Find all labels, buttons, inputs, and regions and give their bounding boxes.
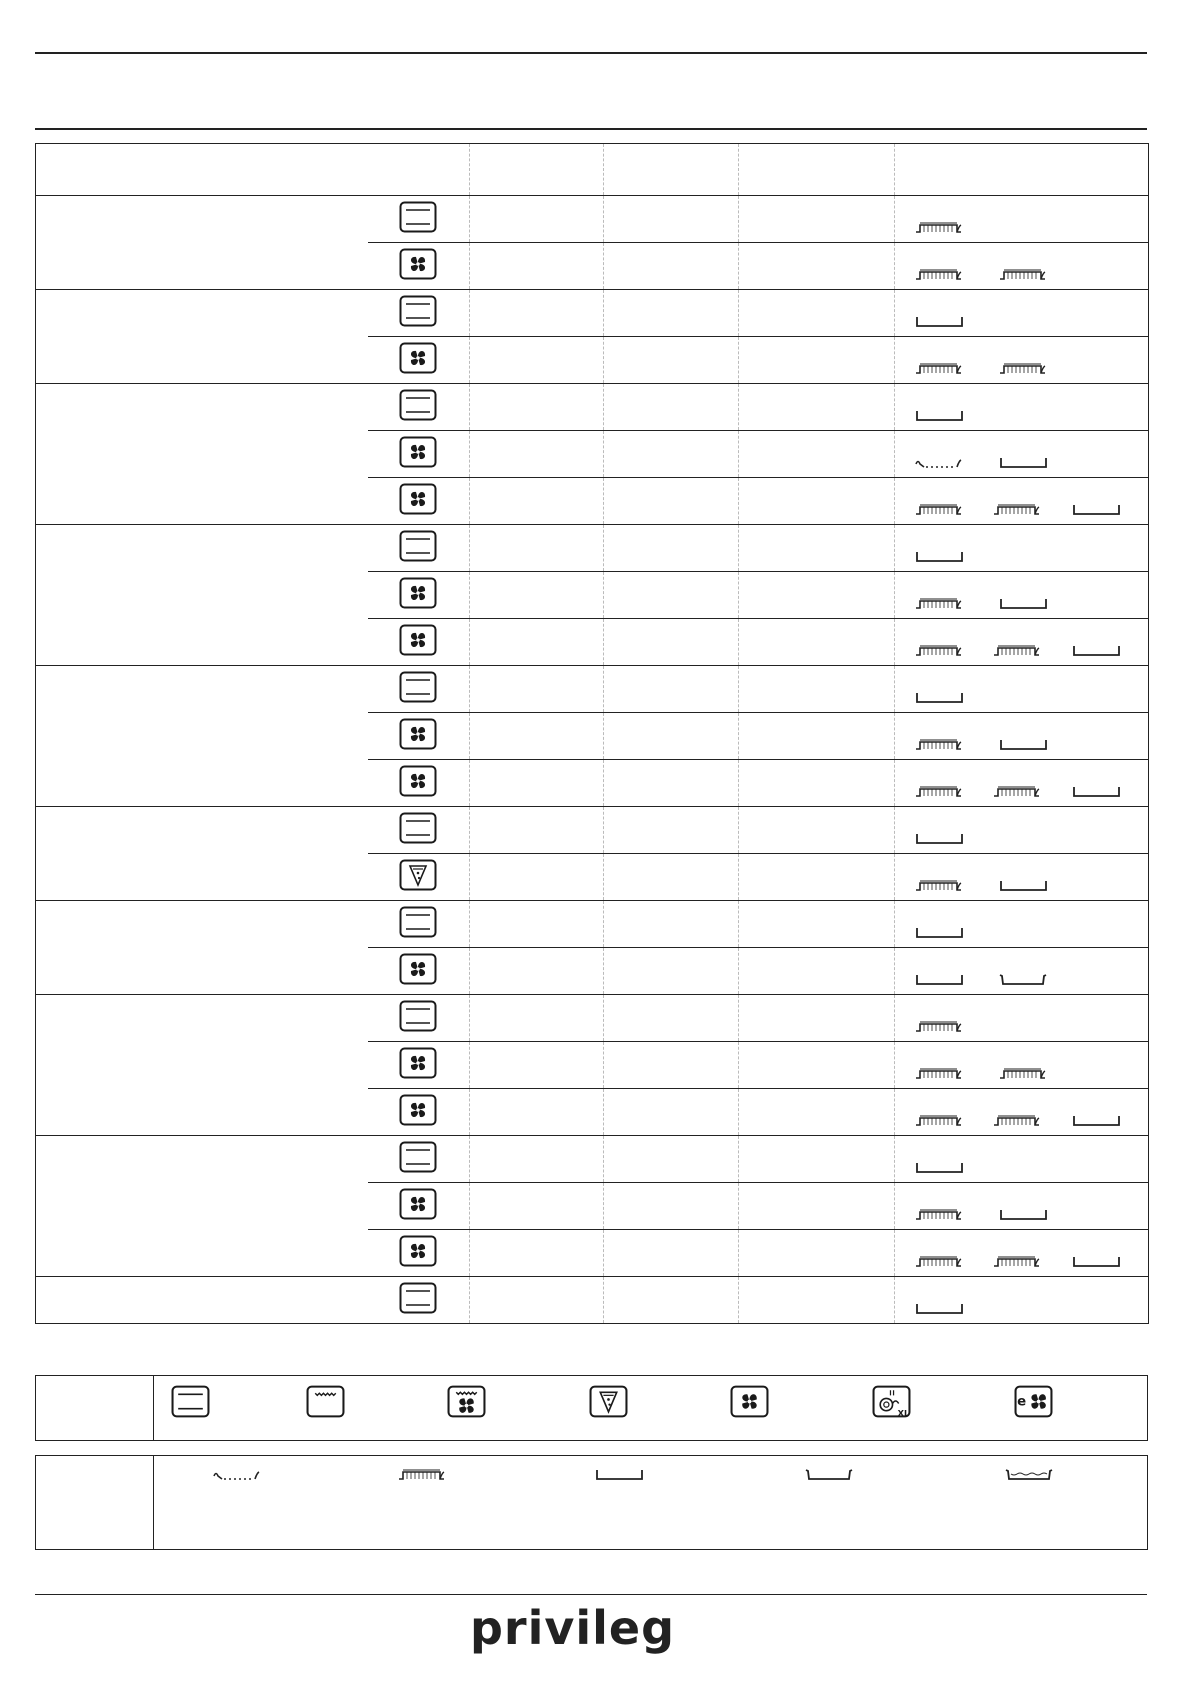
value-cell bbox=[470, 243, 604, 290]
dish-cell bbox=[36, 666, 368, 807]
value-cell bbox=[604, 901, 739, 948]
function-cell bbox=[368, 901, 470, 948]
value-cell bbox=[604, 1089, 739, 1136]
conventional-icon bbox=[399, 1000, 437, 1032]
function-cell bbox=[368, 290, 470, 337]
value-cell bbox=[604, 243, 739, 290]
baking-tray-icon bbox=[913, 1301, 997, 1315]
function-cell bbox=[368, 243, 470, 290]
wire-shelf-icon bbox=[913, 220, 997, 234]
convection-bake-icon bbox=[399, 1094, 437, 1126]
conventional-icon bbox=[399, 530, 437, 562]
accessories-cell bbox=[895, 196, 1149, 243]
function-cell bbox=[368, 384, 470, 431]
value-cell bbox=[470, 760, 604, 807]
accessories-cell bbox=[895, 243, 1149, 290]
accessories-cell bbox=[895, 478, 1149, 525]
wire-shelf-icon bbox=[913, 1066, 997, 1080]
wire-shelf-icon bbox=[913, 267, 997, 281]
baking-tray-icon bbox=[913, 408, 997, 422]
baking-tray-icon bbox=[997, 596, 1081, 610]
wire-shelf-icon bbox=[913, 596, 997, 610]
value-cell bbox=[604, 1277, 739, 1324]
table-row bbox=[36, 666, 1149, 713]
value-cell bbox=[470, 619, 604, 666]
function-cell bbox=[368, 666, 470, 713]
convection-bake-icon bbox=[399, 953, 437, 985]
dotted-shelf-icon bbox=[913, 455, 997, 469]
function-legend-item bbox=[171, 1385, 210, 1418]
baking-tray-icon bbox=[913, 831, 997, 845]
convection-bake-icon bbox=[399, 483, 437, 515]
value-cell bbox=[739, 619, 895, 666]
function-cell bbox=[368, 337, 470, 384]
value-cell bbox=[470, 572, 604, 619]
function-cell bbox=[368, 995, 470, 1042]
function-cell bbox=[368, 619, 470, 666]
value-cell bbox=[470, 196, 604, 243]
baking-tray-icon bbox=[1070, 643, 1148, 657]
table-row bbox=[36, 1136, 1149, 1183]
wire-shelf-icon bbox=[991, 643, 1069, 657]
convection-bake-icon bbox=[399, 577, 437, 609]
dish-cell bbox=[36, 995, 368, 1136]
value-cell bbox=[739, 807, 895, 854]
wire-shelf-icon bbox=[913, 878, 997, 892]
convection-bake-icon bbox=[399, 1188, 437, 1220]
accessories-cell bbox=[895, 666, 1149, 713]
function-cell bbox=[368, 1136, 470, 1183]
footer-rule bbox=[35, 1594, 1147, 1595]
value-cell bbox=[604, 1230, 739, 1277]
value-cell bbox=[739, 196, 895, 243]
turbo-grill-icon bbox=[447, 1385, 486, 1418]
water-tray-icon bbox=[1001, 1467, 1057, 1481]
value-cell bbox=[739, 1136, 895, 1183]
accessories-cell bbox=[895, 384, 1149, 431]
wire-shelf-icon bbox=[913, 1254, 991, 1268]
value-cell bbox=[470, 713, 604, 760]
accessories-cell bbox=[895, 854, 1149, 901]
column-header bbox=[368, 144, 470, 196]
wire-shelf-icon bbox=[991, 784, 1069, 798]
function-cell bbox=[368, 854, 470, 901]
value-cell bbox=[470, 1042, 604, 1089]
accessories-cell bbox=[895, 1277, 1149, 1324]
wire-shelf-icon bbox=[991, 1113, 1069, 1127]
accessories-cell bbox=[895, 1230, 1149, 1277]
value-cell bbox=[739, 1277, 895, 1324]
cooking-table bbox=[35, 143, 1149, 1324]
baking-tray-icon bbox=[913, 549, 997, 563]
wire-shelf-icon bbox=[997, 361, 1081, 375]
value-cell bbox=[470, 1277, 604, 1324]
value-cell bbox=[604, 1042, 739, 1089]
svg-text:privileg: privileg bbox=[470, 1608, 676, 1655]
baking-tray-icon bbox=[997, 1207, 1081, 1221]
accessories-cell bbox=[895, 807, 1149, 854]
value-cell bbox=[470, 290, 604, 337]
column-header bbox=[36, 144, 368, 196]
value-cell bbox=[470, 666, 604, 713]
accessories-cell bbox=[895, 619, 1149, 666]
function-cell bbox=[368, 1277, 470, 1324]
conventional-icon bbox=[399, 201, 437, 233]
baking-tray-icon bbox=[913, 690, 997, 704]
baking-tray-icon bbox=[1070, 502, 1148, 516]
function-cell bbox=[368, 525, 470, 572]
value-cell bbox=[470, 807, 604, 854]
accessories-cell bbox=[895, 1042, 1149, 1089]
function-cell bbox=[368, 1089, 470, 1136]
function-legend-item bbox=[730, 1385, 769, 1418]
conventional-icon bbox=[399, 812, 437, 844]
table-row bbox=[36, 1277, 1149, 1324]
wire-shelf-icon bbox=[913, 502, 991, 516]
maxi-cooking-xl-icon bbox=[872, 1385, 911, 1418]
accessories-cell bbox=[895, 713, 1149, 760]
value-cell bbox=[739, 525, 895, 572]
value-cell bbox=[604, 337, 739, 384]
function-cell bbox=[368, 196, 470, 243]
value-cell bbox=[470, 1230, 604, 1277]
value-cell bbox=[604, 854, 739, 901]
column-header bbox=[739, 144, 895, 196]
column-header bbox=[604, 144, 739, 196]
baking-tray-icon bbox=[913, 314, 997, 328]
table-row bbox=[36, 901, 1149, 948]
value-cell bbox=[604, 1136, 739, 1183]
baking-tray-icon bbox=[997, 878, 1081, 892]
wire-shelf-icon bbox=[913, 784, 991, 798]
value-cell bbox=[604, 619, 739, 666]
value-cell bbox=[739, 995, 895, 1042]
convection-bake-icon bbox=[399, 765, 437, 797]
conventional-icon bbox=[399, 1141, 437, 1173]
function-cell bbox=[368, 1183, 470, 1230]
value-cell bbox=[739, 901, 895, 948]
value-cell bbox=[604, 666, 739, 713]
baking-tray-icon bbox=[1070, 1254, 1148, 1268]
drip-tray-icon bbox=[801, 1467, 857, 1481]
value-cell bbox=[739, 431, 895, 478]
wire-shelf-icon bbox=[997, 1066, 1081, 1080]
baking-tray-icon bbox=[997, 737, 1081, 751]
value-cell bbox=[604, 196, 739, 243]
function-cell bbox=[368, 948, 470, 995]
convection-bake-icon bbox=[399, 718, 437, 750]
accessories-cell bbox=[895, 1089, 1149, 1136]
value-cell bbox=[470, 525, 604, 572]
conventional-icon bbox=[399, 1282, 437, 1314]
baking-tray-icon bbox=[913, 972, 997, 986]
baking-tray-icon bbox=[913, 925, 997, 939]
dish-cell bbox=[36, 525, 368, 666]
accessory-legend-item bbox=[394, 1467, 450, 1481]
baking-tray-icon bbox=[591, 1467, 647, 1481]
table-row bbox=[36, 196, 1149, 243]
accessories-cell bbox=[895, 948, 1149, 995]
function-legend-item bbox=[1014, 1385, 1053, 1418]
value-cell bbox=[470, 1183, 604, 1230]
convection-bake-icon bbox=[399, 436, 437, 468]
convection-bake-icon bbox=[399, 1047, 437, 1079]
top-rule bbox=[35, 52, 1147, 54]
accessories-legend-label-cell bbox=[36, 1456, 154, 1549]
value-cell bbox=[604, 478, 739, 525]
column-header bbox=[470, 144, 604, 196]
accessories-cell bbox=[895, 337, 1149, 384]
wire-shelf-icon bbox=[913, 643, 991, 657]
value-cell bbox=[604, 572, 739, 619]
value-cell bbox=[604, 525, 739, 572]
function-cell bbox=[368, 478, 470, 525]
accessories-cell bbox=[895, 995, 1149, 1042]
wire-shelf-icon bbox=[913, 737, 997, 751]
value-cell bbox=[470, 478, 604, 525]
dish-cell bbox=[36, 1277, 368, 1324]
conventional-icon bbox=[171, 1385, 210, 1418]
function-cell bbox=[368, 431, 470, 478]
pizza-icon bbox=[399, 859, 437, 891]
eco-forced-air-icon bbox=[1014, 1385, 1053, 1418]
wire-shelf-icon bbox=[913, 1113, 991, 1127]
dish-cell bbox=[36, 901, 368, 995]
function-cell bbox=[368, 713, 470, 760]
table-row bbox=[36, 384, 1149, 431]
conventional-icon bbox=[399, 389, 437, 421]
value-cell bbox=[470, 337, 604, 384]
wire-shelf-icon bbox=[913, 1019, 997, 1033]
value-cell bbox=[470, 431, 604, 478]
function-cell bbox=[368, 572, 470, 619]
value-cell bbox=[739, 290, 895, 337]
value-cell bbox=[739, 337, 895, 384]
wire-shelf-icon bbox=[394, 1467, 450, 1481]
value-cell bbox=[470, 948, 604, 995]
baking-tray-icon bbox=[997, 455, 1081, 469]
dish-cell bbox=[36, 1136, 368, 1277]
value-cell bbox=[739, 948, 895, 995]
convection-bake-icon bbox=[399, 624, 437, 656]
accessories-legend bbox=[35, 1455, 1148, 1550]
baking-tray-icon bbox=[1070, 784, 1148, 798]
privileg-logo bbox=[470, 1608, 715, 1656]
accessory-legend-item bbox=[1001, 1467, 1057, 1481]
wire-shelf-icon bbox=[991, 1254, 1069, 1268]
table-row bbox=[36, 995, 1149, 1042]
value-cell bbox=[604, 1183, 739, 1230]
conventional-icon bbox=[399, 671, 437, 703]
wire-shelf-icon bbox=[913, 361, 997, 375]
value-cell bbox=[739, 478, 895, 525]
value-cell bbox=[739, 384, 895, 431]
accessory-legend-item bbox=[801, 1467, 857, 1481]
value-cell bbox=[470, 854, 604, 901]
functions-legend bbox=[35, 1375, 1148, 1441]
value-cell bbox=[739, 1183, 895, 1230]
pizza-icon bbox=[589, 1385, 628, 1418]
svg-text:e: e bbox=[1017, 1394, 1027, 1410]
value-cell bbox=[470, 901, 604, 948]
svg-text:XL: XL bbox=[897, 1407, 910, 1418]
function-cell bbox=[368, 760, 470, 807]
table-row bbox=[36, 807, 1149, 854]
accessories-cell bbox=[895, 901, 1149, 948]
convection-bake-icon bbox=[399, 248, 437, 280]
value-cell bbox=[739, 666, 895, 713]
function-cell bbox=[368, 807, 470, 854]
value-cell bbox=[739, 1230, 895, 1277]
dish-cell bbox=[36, 196, 368, 290]
table-row bbox=[36, 290, 1149, 337]
accessory-legend-item bbox=[591, 1467, 647, 1481]
column-header bbox=[895, 144, 1149, 196]
value-cell bbox=[739, 572, 895, 619]
function-legend-item bbox=[589, 1385, 628, 1418]
baking-tray-icon bbox=[913, 1160, 997, 1174]
function-legend-item bbox=[306, 1385, 345, 1418]
value-cell bbox=[604, 384, 739, 431]
convection-bake-icon bbox=[399, 342, 437, 374]
conventional-icon bbox=[399, 906, 437, 938]
functions-legend-label-cell bbox=[36, 1376, 154, 1440]
function-cell bbox=[368, 1042, 470, 1089]
value-cell bbox=[739, 1089, 895, 1136]
accessories-cell bbox=[895, 1183, 1149, 1230]
wire-shelf-icon bbox=[913, 1207, 997, 1221]
dish-cell bbox=[36, 384, 368, 525]
dotted-shelf-icon bbox=[209, 1467, 265, 1481]
function-cell bbox=[368, 1230, 470, 1277]
value-cell bbox=[604, 760, 739, 807]
accessories-cell bbox=[895, 525, 1149, 572]
value-cell bbox=[604, 995, 739, 1042]
function-legend-item bbox=[447, 1385, 486, 1418]
accessories-cell bbox=[895, 290, 1149, 337]
accessory-legend-item bbox=[209, 1467, 265, 1481]
dish-cell bbox=[36, 807, 368, 901]
accessories-cell bbox=[895, 572, 1149, 619]
function-legend-item bbox=[872, 1385, 911, 1418]
value-cell bbox=[604, 431, 739, 478]
conventional-icon bbox=[399, 295, 437, 327]
dish-cell bbox=[36, 290, 368, 384]
value-cell bbox=[739, 713, 895, 760]
grill-icon bbox=[306, 1385, 345, 1418]
value-cell bbox=[604, 807, 739, 854]
value-cell bbox=[739, 854, 895, 901]
table-row bbox=[36, 525, 1149, 572]
accessories-cell bbox=[895, 1136, 1149, 1183]
drip-tray-icon bbox=[997, 972, 1081, 986]
value-cell bbox=[470, 1136, 604, 1183]
value-cell bbox=[604, 713, 739, 760]
value-cell bbox=[470, 384, 604, 431]
value-cell bbox=[470, 995, 604, 1042]
value-cell bbox=[739, 760, 895, 807]
value-cell bbox=[470, 1089, 604, 1136]
baking-tray-icon bbox=[1070, 1113, 1148, 1127]
accessories-cell bbox=[895, 760, 1149, 807]
convection-bake-icon bbox=[730, 1385, 769, 1418]
value-cell bbox=[604, 290, 739, 337]
value-cell bbox=[604, 948, 739, 995]
value-cell bbox=[739, 243, 895, 290]
wire-shelf-icon bbox=[997, 267, 1081, 281]
header-rule bbox=[35, 128, 1147, 130]
accessories-cell bbox=[895, 431, 1149, 478]
value-cell bbox=[739, 1042, 895, 1089]
convection-bake-icon bbox=[399, 1235, 437, 1267]
wire-shelf-icon bbox=[991, 502, 1069, 516]
